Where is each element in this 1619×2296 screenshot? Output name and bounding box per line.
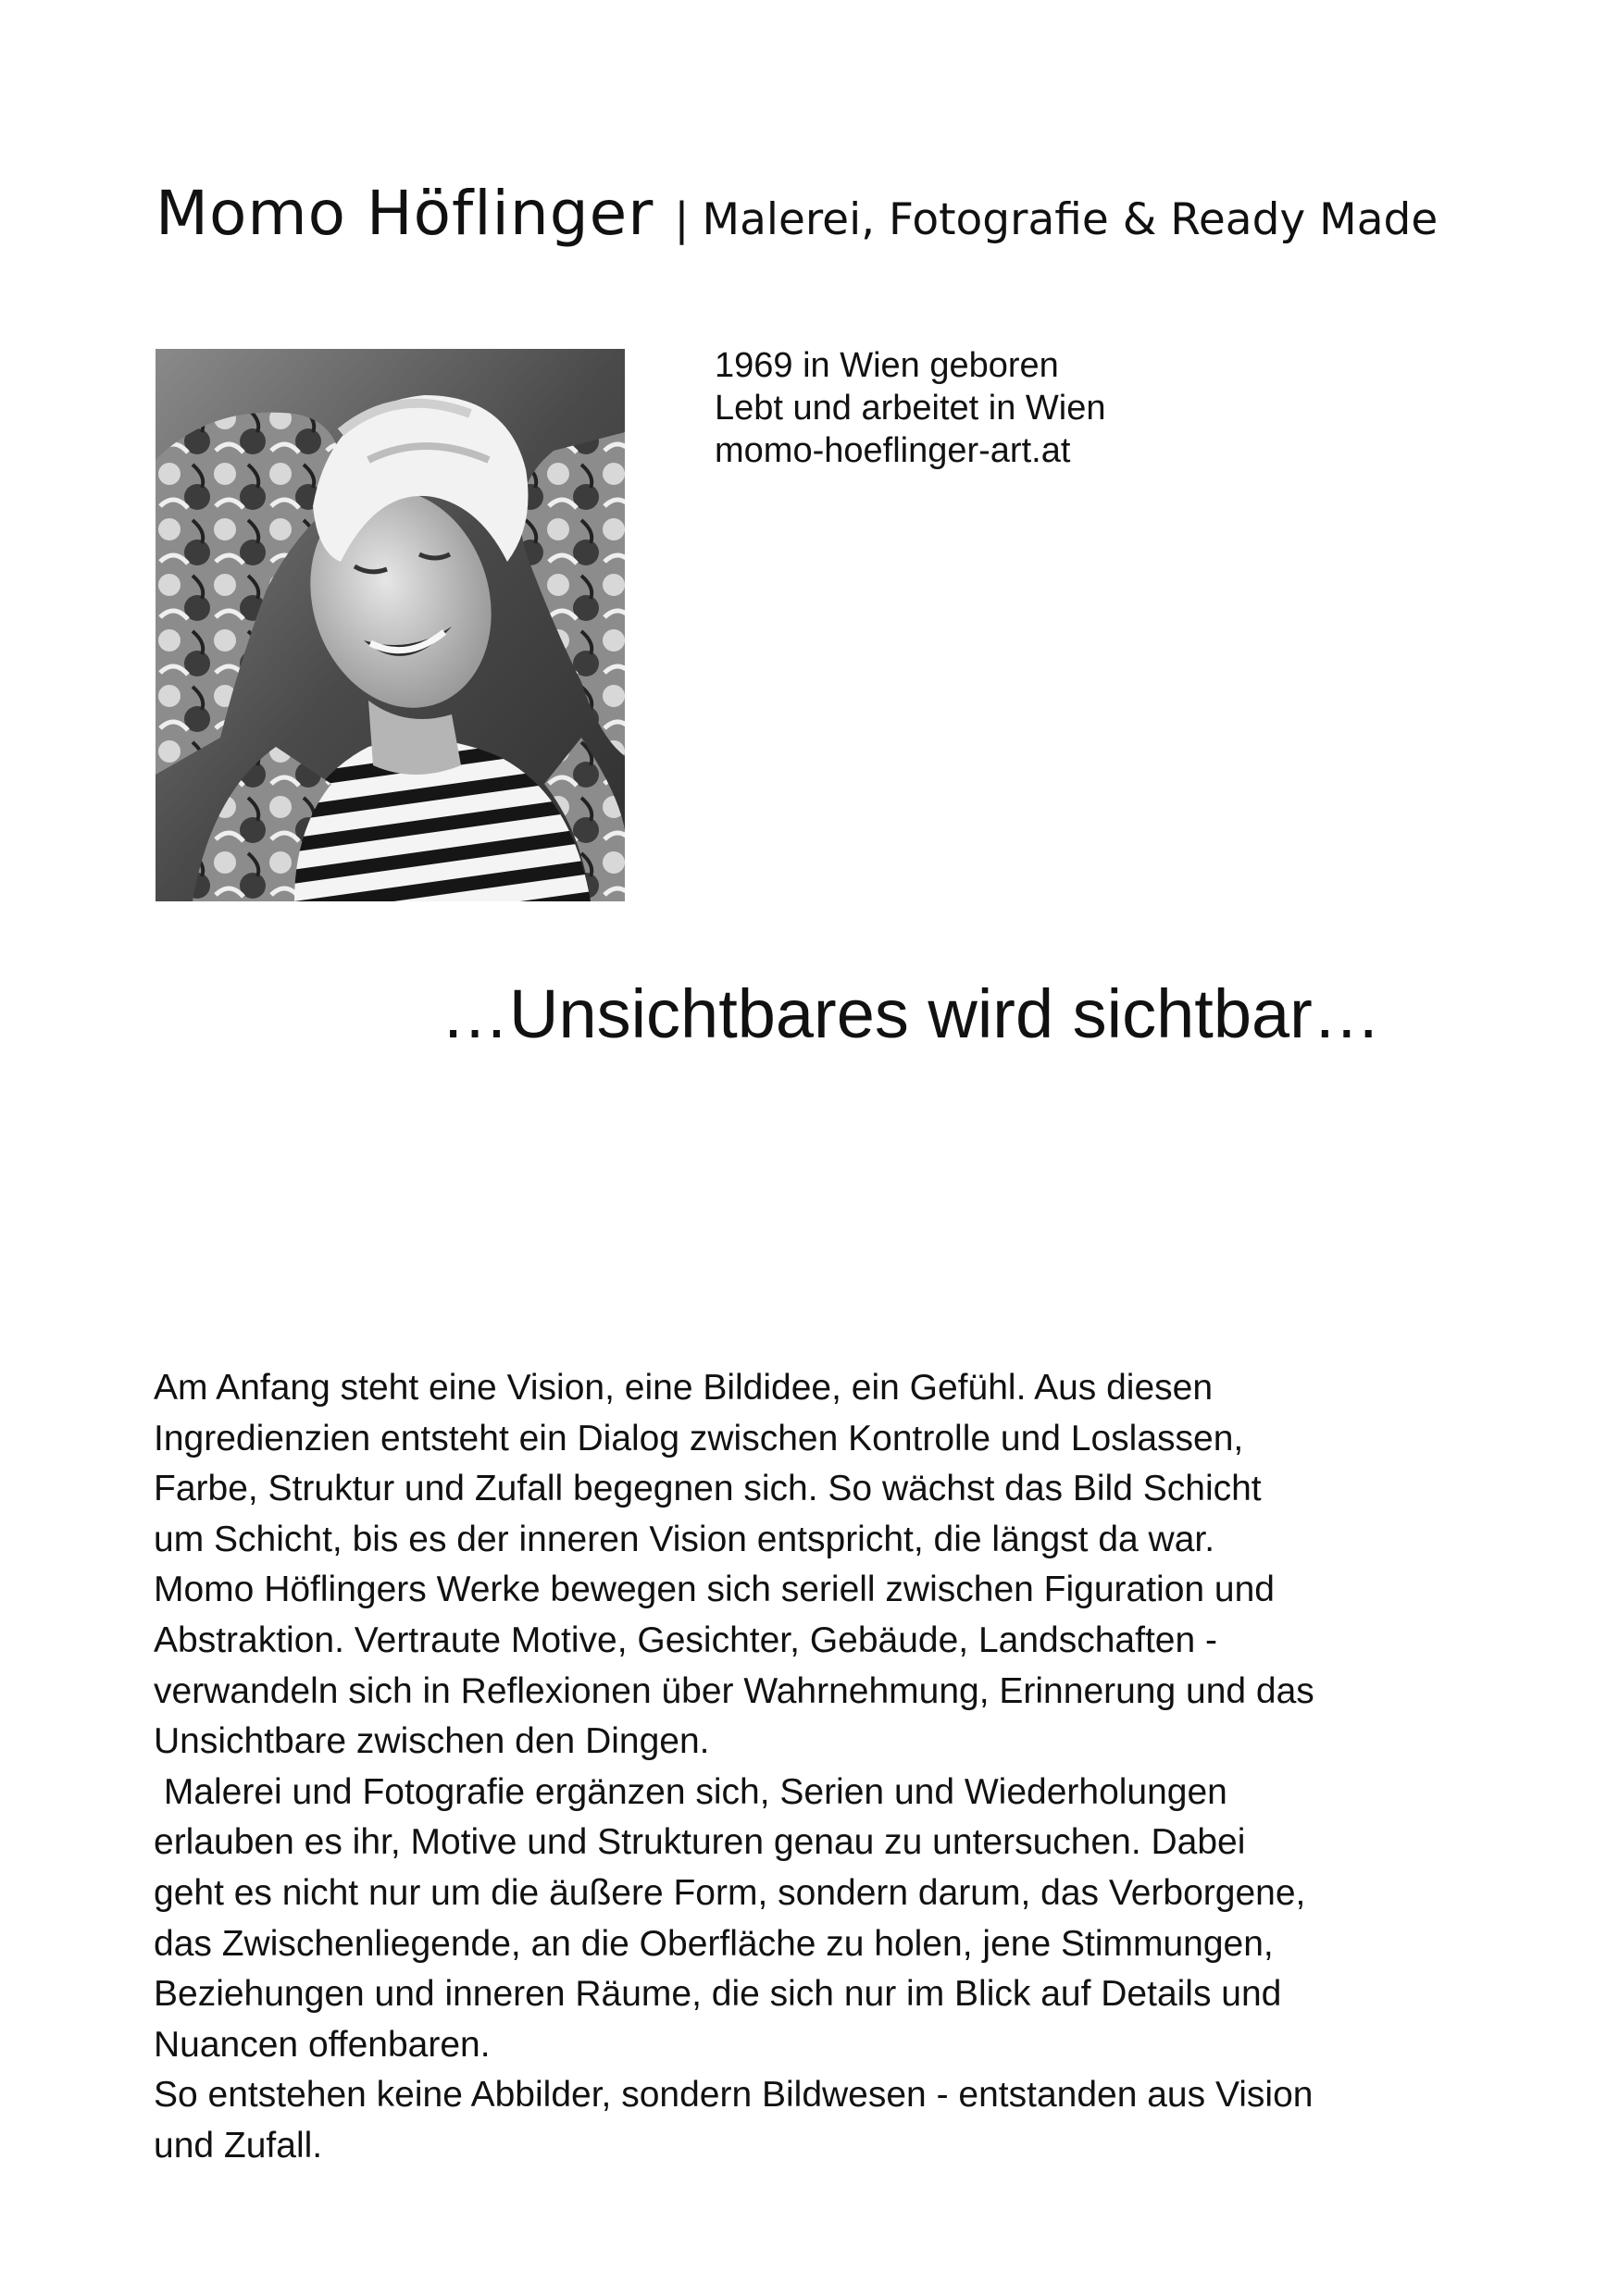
artist-name: Momo Höflinger <box>156 178 654 249</box>
statement-line: Momo Höflingers Werke bewegen sich seriell zwischen Figuration und <box>154 1570 1275 1610</box>
artist-disciplines: Malerei, Fotografie & Ready Made <box>702 194 1438 245</box>
motto-heading: …Unsichtbares wird sichtbar… <box>441 975 1381 1052</box>
statement-line: verwandeln sich in Reflexionen über Wahrnehmung, Erinnerung und das <box>154 1670 1314 1711</box>
website-link[interactable]: momo-hoeflinger-art.at <box>715 431 1071 470</box>
statement-line: Ingredienzien entsteht ein Dialog zwischen Kontrolle und Loslassen, <box>154 1418 1244 1458</box>
bio-facts <box>715 344 1106 472</box>
portrait-photo <box>156 349 625 901</box>
statement-line: Nuancen offenbaren. <box>154 2024 491 2065</box>
statement-line: Am Anfang steht eine Vision, eine Bildidee, ein Gefühl. Aus diesen <box>154 1368 1214 1408</box>
statement-line: geht es nicht nur um die äußere Form, sondern darum, das Verborgene, <box>154 1872 1306 1913</box>
birth-info: 1969 in Wien geboren <box>715 346 1059 385</box>
statement-line: Unsichtbare zwischen den Dingen. <box>154 1721 710 1762</box>
statement-line: So entstehen keine Abbilder, sondern Bildwesen - entstanden aus Vision <box>154 2075 1314 2116</box>
statement-line: das Zwischenliegende, an die Oberfläche zu holen, jene Stimmungen, <box>154 1923 1274 1964</box>
statement-line: Malerei und Fotografie ergänzen sich, Serien und Wiederholungen <box>154 1771 1227 1812</box>
statement-line: Abstraktion. Vertraute Motive, Gesichter, Gebäude, Landschaften - <box>154 1620 1217 1660</box>
statement-line: um Schicht, bis es der inneren Vision entspricht, die längst da war. <box>154 1519 1215 1559</box>
statement-line: und Zufall. <box>154 2125 323 2166</box>
residence-info: Lebt und arbeitet in Wien <box>715 389 1106 428</box>
header-separator: | <box>674 193 690 245</box>
statement-line: erlauben es ihr, Motive und Strukturen genau zu untersuchen. Dabei <box>154 1822 1246 1863</box>
statement-line: Beziehungen und inneren Räume, die sich nur im Blick auf Details und <box>154 1974 1282 2015</box>
page-header <box>156 178 1438 249</box>
artist-statement <box>154 1363 1487 2172</box>
statement-line: Farbe, Struktur und Zufall begegnen sich. So wächst das Bild Schicht <box>154 1469 1262 1509</box>
portrait-photo-icon <box>156 349 625 901</box>
